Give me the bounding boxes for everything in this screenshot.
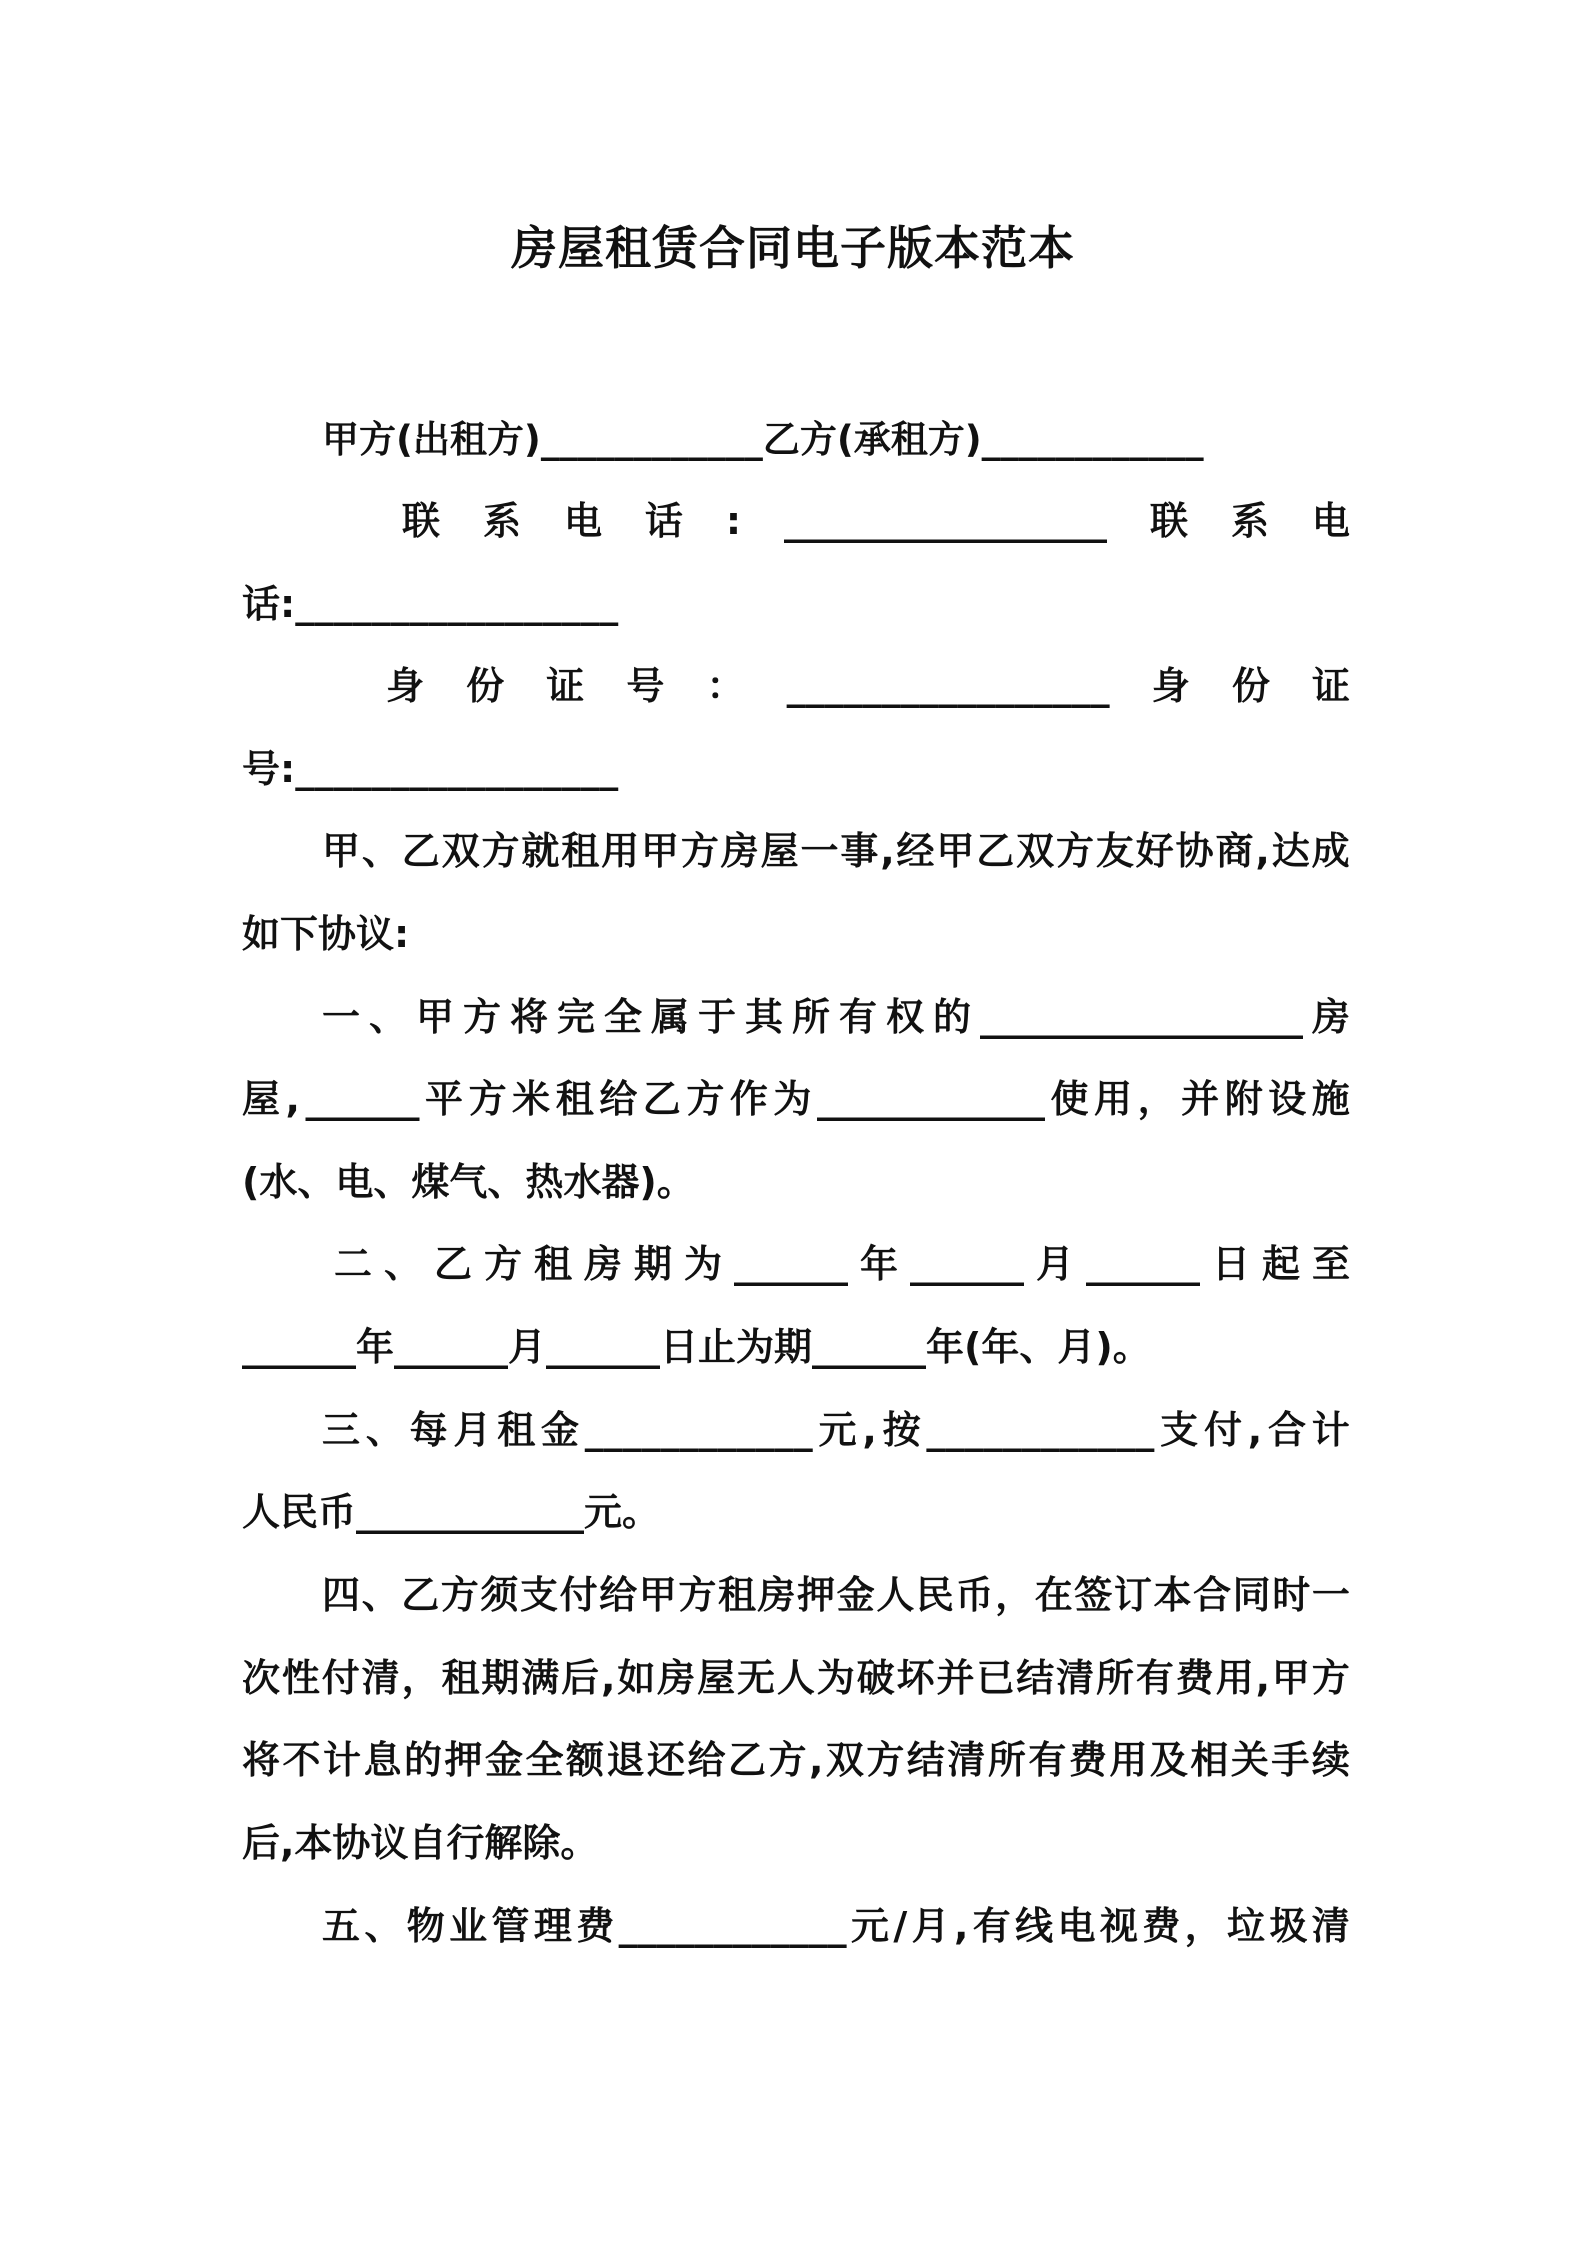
document-title: 房屋租赁合同电子版本范本 [511,221,1075,275]
clause-1: 一 、 甲 方 将 完 全 属 于 其 所 有 权 的 _________________ 房 [322,995,1350,1039]
clause-4: 四 、 乙 方 须 支 付 给 甲 方 租 房 押 金 人 民 币 ， 在 签 订 本 合 同 时 一 [322,1573,1350,1617]
phone-line-cont: 话:_________________ [242,582,619,626]
clause-2: 二 、 乙 方 租 房 期 为 ______ 年 ______ 月 ______ 日 起 至 [334,1242,1350,1286]
party-line: 甲方(出租方)____________乙方(承租方)____________ [322,418,1204,461]
clause-4-cont-1: 次 性 付 清 ， 租 期 满 后 , 如 房 屋 无 人 为 破 坏 并 已 结 清 所 有 费 用 , 甲 方 [242,1656,1350,1700]
agreement-intro-cont: 如下协议: [242,912,410,956]
clause-4-cont-2: 将 不 计 息 的 押 金 全 额 退 还 给 乙 方 , 双 方 结 清 所 有 费 用 及 相 关 手 续 [242,1738,1350,1782]
clause-3: 三 、 每 月 租 金 ____________ 元 , 按 ____________ 支 付 , 合 计 [322,1408,1350,1452]
clause-1-cont: 屋 , ______ 平 方 米 租 给 乙 方 作 为 ____________ 使 用 ， 并 附 设 施 [242,1077,1350,1121]
clause-5: 五 、 物 业 管 理 费 ____________ 元 / 月 , 有 线 电 视 费 ， 垃 圾 清 [322,1904,1350,1948]
phone-line: 联 系 电 话 : _________________ 联 系 电 [402,499,1350,543]
clause-4-end: 后,本协议自行解除。 [242,1821,599,1865]
clause-2-cont: ______年______月______日止为期______年(年、月)。 [242,1325,1151,1369]
id-number-line: 身 份 证 号 ： _________________ 身 份 证 [386,664,1350,708]
agreement-intro: 甲 、 乙 双 方 就 租 用 甲 方 房 屋 一 事 , 经 甲 乙 双 方 友 好 协 商 , 达 成 [322,829,1350,873]
clause-3-cont: 人民币____________元。 [242,1490,661,1534]
clause-1-end: (水、电、煤气、热水器)。 [242,1160,695,1204]
id-number-line-cont: 号:_________________ [242,747,619,791]
